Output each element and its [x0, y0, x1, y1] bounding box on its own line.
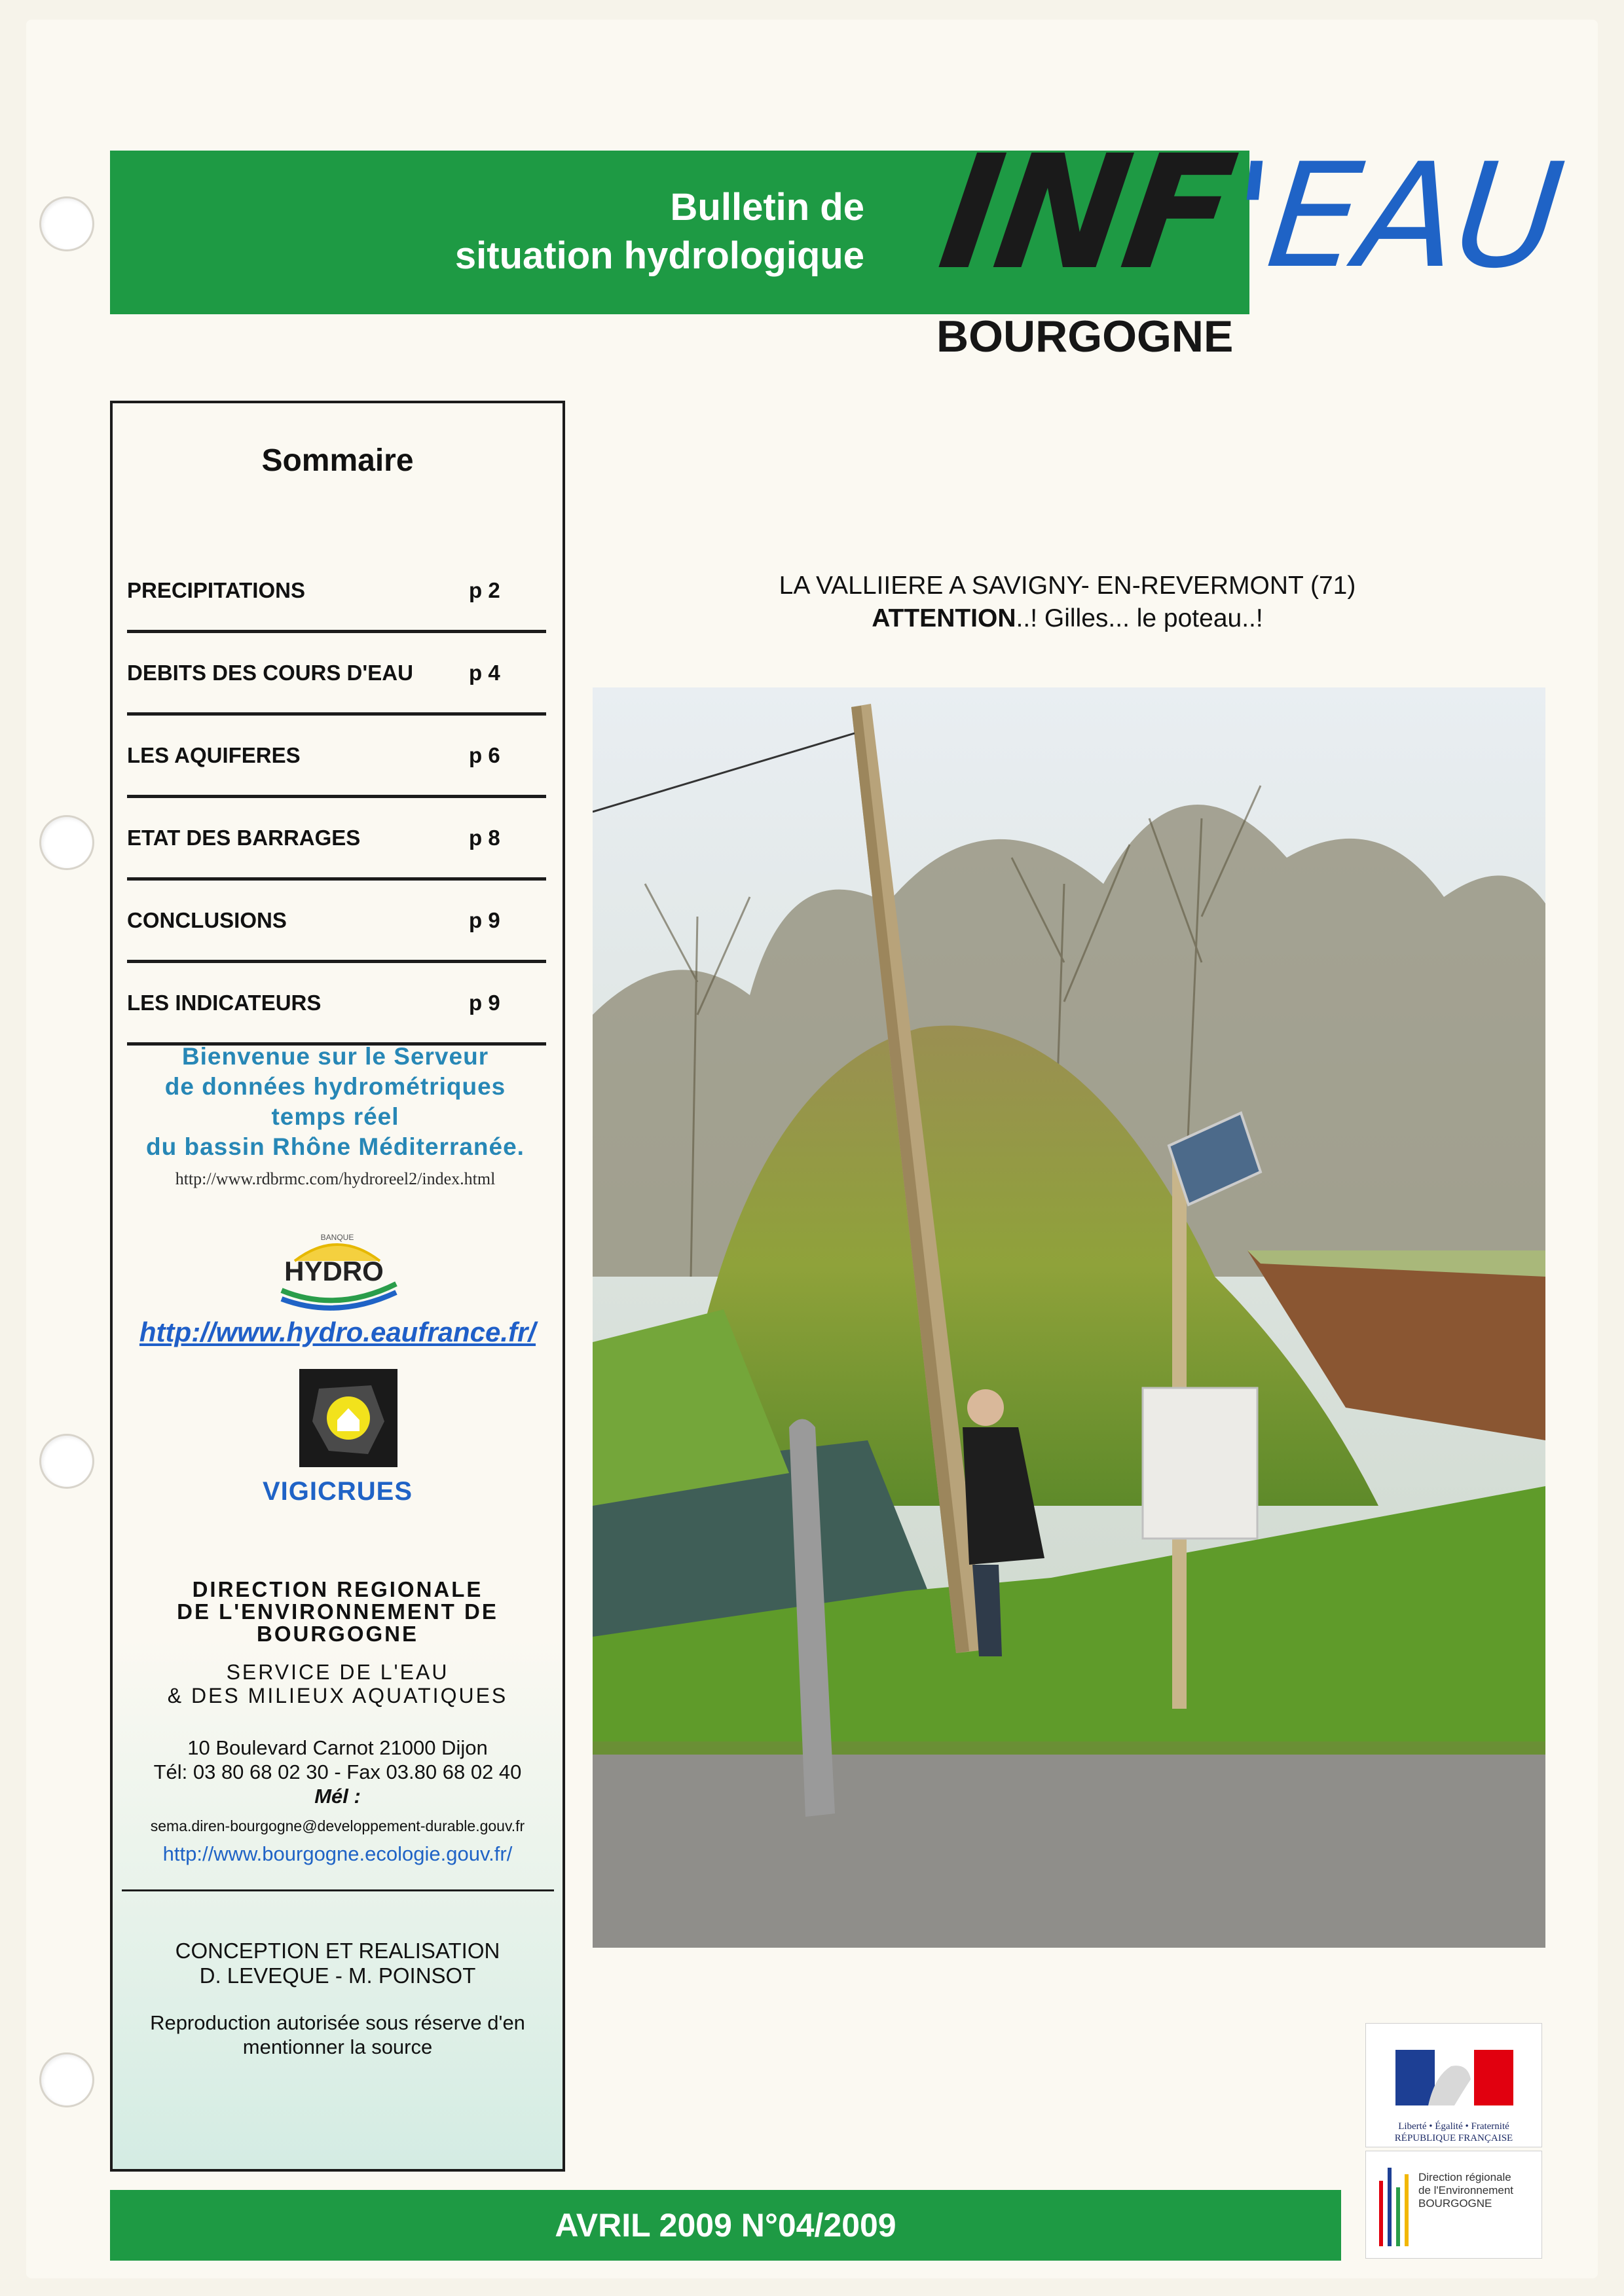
toc-item-page: p 2 — [469, 578, 500, 602]
rf-motto: Liberté • Égalité • Fraternité — [1398, 2121, 1509, 2132]
bulletin-title-line1: Bulletin de — [670, 186, 864, 228]
caption-line1: LA VALLIIERE A SAVIGNY- EN-REVERMONT (71) — [779, 572, 1356, 600]
direction-line: DIRECTION REGIONALE — [192, 1577, 483, 1601]
sidebar-summary — [110, 401, 565, 2172]
toc-item-page: p 4 — [469, 661, 500, 685]
toc-item-label: CONCLUSIONS — [127, 908, 287, 932]
diren-line: Direction régionale — [1418, 2171, 1511, 2183]
banque-hydro-logo-icon — [268, 1222, 406, 1320]
toc-item[interactable] — [127, 633, 546, 716]
rdbrmc-link[interactable]: http://www.rdbrmc.com/hydroreel2/index.html — [175, 1169, 496, 1188]
toc-item-page: p 9 — [469, 991, 500, 1015]
binder-hole-icon — [39, 196, 94, 251]
service-line: SERVICE DE L'EAU — [226, 1660, 449, 1684]
caption-attention: ATTENTION — [872, 604, 1016, 632]
welcome-text — [119, 1042, 551, 1162]
hydro-logo-text: HYDRO — [284, 1256, 384, 1286]
summary-title: Sommaire — [261, 443, 414, 478]
conception-line: CONCEPTION ET REALISATION — [175, 1939, 500, 1963]
divider — [122, 1889, 554, 1891]
toc-item[interactable] — [127, 716, 546, 798]
rf-name: RÉPUBLIQUE FRANÇAISE — [1394, 2133, 1513, 2143]
issue-label: AVRIL 2009 N°04/2009 — [555, 2207, 896, 2244]
welcome-line: Bienvenue sur le Serveur — [181, 1043, 489, 1070]
direction-line: BOURGOGNE — [256, 1622, 418, 1646]
binder-hole-icon — [39, 815, 94, 870]
diren-logo — [1365, 2151, 1542, 2259]
toc-item-page: p 8 — [469, 826, 500, 850]
bulletin-title — [367, 183, 864, 280]
direction-title — [113, 1578, 563, 1645]
hydro-eaufrance-link[interactable]: http://www.hydro.eaufrance.fr/ — [139, 1317, 536, 1347]
toc-item[interactable] — [127, 881, 546, 963]
binder-hole-icon — [39, 2052, 94, 2107]
caption-line2: ..! Gilles... le poteau..! — [1016, 604, 1263, 632]
table-of-contents — [127, 551, 546, 1046]
phone-fax: Tél: 03 80 68 02 30 - Fax 03.80 68 02 40 — [153, 1760, 522, 1783]
mel-label: Mél — [314, 1785, 348, 1808]
marianne-flag-icon — [1395, 2050, 1513, 2105]
republique-francaise-logo — [1365, 2023, 1542, 2147]
infeau-logo-eau: 'EAU — [1222, 132, 1570, 300]
service-line: & DES MILIEUX AQUATIQUES — [167, 1684, 508, 1707]
welcome-line: temps réel — [271, 1103, 399, 1130]
binder-hole-icon — [39, 1434, 94, 1489]
infeau-logo-region: BOURGOGNE — [936, 312, 1234, 361]
diren-logo-text — [1418, 2171, 1513, 2210]
toc-item[interactable] — [127, 963, 546, 1046]
toc-item-label: PRECIPITATIONS — [127, 578, 305, 602]
diren-lines-icon — [1376, 2161, 1415, 2250]
welcome-line: de données hydrométriques — [164, 1073, 506, 1100]
infeau-logo-inf: INF — [930, 121, 1242, 304]
bourgogne-site-link[interactable]: http://www.bourgogne.ecologie.gouv.fr/ — [162, 1842, 513, 1865]
reproduction-line: Reproduction autorisée sous réserve d'en — [150, 2011, 525, 2034]
conception-credit — [113, 1939, 563, 1988]
bulletin-title-line2: situation hydrologique — [454, 234, 864, 277]
hydro-logo-small-text: BANQUE — [320, 1233, 354, 1242]
toc-item-label: LES INDICATEURS — [127, 991, 322, 1015]
toc-item-page: p 6 — [469, 743, 500, 767]
address-block: 10 Boulevard Carnot 21000 Dijon Tél: 03 80 68 02 30 - Fax 03.80 68 02 40 Mél : — [113, 1736, 563, 1808]
diren-line: BOURGOGNE — [1418, 2197, 1492, 2210]
reproduction-line: mentionner la source — [242, 2035, 433, 2058]
toc-item-label: LES AQUIFERES — [127, 743, 301, 767]
river-station-photo — [593, 687, 1545, 1948]
diren-line: de l'Environnement — [1418, 2184, 1513, 2196]
footer-band — [110, 2190, 1341, 2261]
toc-item-label: DEBITS DES COURS D'EAU — [127, 661, 413, 685]
rf-text — [1366, 2121, 1541, 2144]
address-line: 10 Boulevard Carnot 21000 Dijon — [187, 1736, 488, 1759]
vigicrues-label: VIGICRUES — [262, 1477, 413, 1506]
photo-caption — [655, 570, 1480, 635]
toc-item[interactable] — [127, 798, 546, 881]
authors: D. LEVEQUE - M. POINSOT — [199, 1963, 476, 1988]
service-name — [113, 1660, 563, 1707]
vigicrues-logo-icon — [299, 1369, 397, 1467]
toc-item-label: ETAT DES BARRAGES — [127, 826, 361, 850]
direction-line: DE L'ENVIRONNEMENT DE — [177, 1599, 498, 1624]
toc-item[interactable] — [127, 551, 546, 633]
reproduction-notice — [113, 2011, 563, 2059]
toc-item-page: p 9 — [469, 908, 500, 932]
email-link[interactable]: sema.diren-bourgogne@developpement-durable.gouv.fr — [150, 1817, 525, 1834]
welcome-line: du bassin Rhône Méditerranée. — [146, 1133, 525, 1160]
